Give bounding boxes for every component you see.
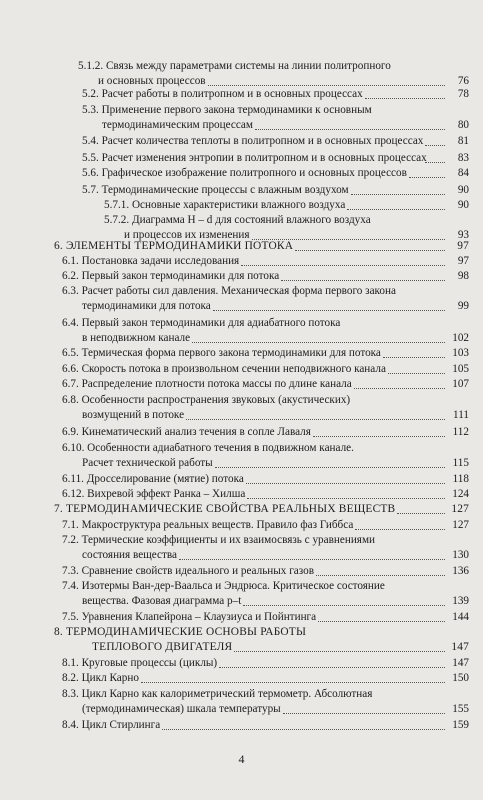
toc-entry-title: и основных процессов — [98, 75, 206, 87]
toc-entry — [0, 426, 483, 441]
toc-entry-title: 7. ТЕРМОДИНАМИЧЕСКИЕ СВОЙСТВА РЕАЛЬНЫХ ВЕЩЕСТВ — [54, 503, 396, 515]
toc-entry-title: 7.4. Изотермы Ван-дер-Ваальса и Эндрюса. Критическое состояние — [62, 580, 385, 592]
toc-page-number: 81 — [457, 135, 469, 147]
toc-page-number: 105 — [452, 363, 469, 375]
toc-entry — [0, 363, 483, 378]
dot-leader — [383, 357, 445, 358]
toc-page-number: 107 — [452, 378, 469, 390]
dot-leader — [425, 145, 445, 146]
dot-leader — [283, 713, 445, 714]
toc-page-number: 115 — [452, 457, 469, 469]
toc-entry-title: состояния вещества — [82, 549, 177, 561]
toc-entry-title: 6.7. Распределение плотности потока массы по длине канала — [62, 378, 352, 390]
dot-leader — [219, 667, 445, 668]
dot-leader — [162, 729, 445, 730]
toc-entry-title: 6.8. Особенности распространения звуковых (акустических) — [62, 394, 351, 406]
dot-leader — [355, 529, 445, 530]
toc-page-number: 90 — [457, 184, 469, 196]
toc-entry — [0, 104, 483, 134]
toc-entry-title: 8.2. Цикл Карно — [62, 672, 139, 684]
toc-page-number: 130 — [452, 549, 469, 561]
toc-entry-title: 8.3. Цикл Карно как калориметрический термометр. Абсолютная — [62, 688, 373, 700]
toc-page-number: 111 — [453, 409, 469, 421]
toc-entry — [0, 719, 483, 734]
dot-leader — [246, 483, 445, 484]
toc-page-number: 127 — [452, 519, 469, 531]
toc-entry-title: 7.3. Сравнение свойств идеального и реальных газов — [62, 565, 314, 577]
toc-entry-title: 5.6. Графическое изображение политропного и основных процессов — [82, 167, 407, 179]
toc-entry — [0, 152, 483, 167]
toc-entry — [0, 534, 483, 564]
toc-page-number: 144 — [452, 611, 469, 623]
toc-entry-title: 5.5. Расчет изменения энтропии в политропном и в основных процессах — [82, 152, 427, 164]
toc-entry — [0, 442, 483, 472]
toc-page-number: 147 — [451, 641, 469, 653]
toc-page-number: 76 — [457, 75, 469, 87]
dot-leader — [388, 373, 445, 374]
toc-page-number: 99 — [457, 300, 469, 312]
toc-chapter — [0, 626, 483, 656]
toc-page-number: 103 — [452, 347, 469, 359]
toc-entry-title: вещества. Фазовая диаграмма p–t — [82, 595, 242, 607]
toc-page-number: 139 — [452, 595, 469, 607]
toc-entry — [0, 135, 483, 150]
toc-entry-title: 6.3. Расчет работы сил давления. Механическая форма первого закона — [62, 285, 396, 297]
toc-entry — [0, 347, 483, 362]
toc-entry — [0, 285, 483, 315]
toc-entry — [0, 565, 483, 580]
toc-entry — [0, 611, 483, 626]
dot-leader — [192, 342, 445, 343]
dot-leader — [295, 250, 445, 251]
toc-entry — [0, 255, 483, 270]
toc-page-number: 150 — [452, 672, 469, 684]
dot-leader — [179, 559, 445, 560]
dot-leader — [247, 498, 445, 499]
toc-entry-title: 6.10. Особенности адиабатного течения в подвижном канале. — [62, 442, 354, 454]
toc-entry — [0, 167, 483, 182]
toc-page-number: 124 — [452, 488, 469, 500]
toc-page-number: 83 — [457, 152, 469, 164]
toc-entry-title: 6.11. Дросселирование (мятие) потока — [62, 473, 244, 485]
toc-page-number: 90 — [457, 199, 469, 211]
toc-page-number: 97 — [457, 240, 469, 252]
toc-entry — [0, 672, 483, 687]
toc-page-number: 112 — [452, 426, 469, 438]
dot-leader — [397, 513, 445, 514]
toc-entry-title: 5.7. Термодинамические процессы с влажным воздухом — [82, 184, 349, 196]
toc-entry — [0, 60, 483, 90]
toc-entry-title: 8.4. Цикл Стирлинга — [62, 719, 161, 731]
toc-entry-title: в неподвижном канале — [82, 332, 191, 344]
toc-entry — [0, 378, 483, 393]
toc-page-number: 118 — [452, 473, 469, 485]
dot-leader — [186, 419, 445, 420]
toc-entry-title: 5.3. Применение первого закона термодинамики к основным — [82, 104, 372, 116]
toc-entry — [0, 88, 483, 103]
toc-entry-title: и процессов их изменения — [124, 229, 250, 241]
toc-page-number: 80 — [457, 119, 469, 131]
dot-leader — [354, 388, 445, 389]
toc-entry-title: ТЕПЛОВОГО ДВИГАТЕЛЯ — [92, 641, 233, 653]
dot-leader — [365, 98, 445, 99]
dot-leader — [243, 605, 445, 606]
toc-entry — [0, 394, 483, 424]
toc-entry-title: 6.6. Скорость потока в произвольном сечении неподвижного канала — [62, 363, 386, 375]
toc-entry — [0, 519, 483, 534]
toc-entry — [0, 657, 483, 672]
toc-entry — [0, 688, 483, 718]
dot-leader — [347, 209, 445, 210]
toc-entry-title: 6. ЭЛЕМЕНТЫ ТЕРМОДИНАМИКИ ПОТОКА — [54, 240, 294, 252]
toc-entry-title: Расчет технической работы — [82, 457, 213, 469]
dot-leader — [255, 129, 445, 130]
toc-entry-title: 5.1.2. Связь между параметрами системы на линии политропного — [78, 60, 391, 72]
toc-entry-title: 7.1. Макроструктура реальных веществ. Правило фаз Гиббса — [62, 519, 354, 531]
toc-page-number: 98 — [457, 270, 469, 282]
dot-leader — [208, 85, 445, 86]
dot-leader — [425, 162, 445, 163]
toc-page-number: 136 — [452, 565, 469, 577]
toc-page-number: 78 — [457, 88, 469, 100]
dot-leader — [313, 436, 445, 437]
toc-chapter — [0, 240, 483, 255]
toc-chapter — [0, 503, 483, 518]
toc-page-number: 155 — [452, 703, 469, 715]
toc-entry-title: 5.7.1. Основные характеристики влажного воздуха — [104, 199, 346, 211]
toc-entry — [0, 580, 483, 610]
dot-leader — [234, 651, 445, 652]
toc-entry-title: 6.9. Кинематический анализ течения в сопле Лаваля — [62, 426, 311, 438]
dot-leader — [316, 575, 445, 576]
toc-entry-title: 6.12. Вихревой эффект Ранка – Хилша — [62, 488, 246, 500]
toc-entry — [0, 184, 483, 199]
dot-leader — [215, 467, 445, 468]
toc-entry — [0, 473, 483, 488]
toc-entry — [0, 199, 483, 214]
dot-leader — [241, 265, 445, 266]
toc-entry-title: 6.4. Первый закон термодинамики для адиабатного потока — [62, 317, 341, 329]
toc-page-number: 84 — [457, 167, 469, 179]
dot-leader — [141, 682, 445, 683]
toc-entry-title: 7.2. Термические коэффициенты и их взаимосвязь с уравнениями — [62, 534, 376, 546]
toc-entry-title: 5.4. Расчет количества теплоты в политропном и в основных процессах — [82, 135, 424, 147]
toc-entry-title: 6.1. Постановка задачи исследования — [62, 255, 240, 267]
toc-entry — [0, 488, 483, 503]
dot-leader — [409, 177, 445, 178]
dot-leader — [281, 280, 445, 281]
toc-entry-title: (термодинамическая) шкала температуры — [82, 703, 281, 715]
toc-page-number: 147 — [452, 657, 469, 669]
toc-page-number: 93 — [457, 229, 469, 241]
toc-entry-title: 6.2. Первый закон термодинамики для потока — [62, 270, 280, 282]
dot-leader — [351, 194, 445, 195]
toc-entry-title: термодинамическим процессам — [102, 119, 253, 131]
toc-page-number: 97 — [457, 255, 469, 267]
dot-leader — [213, 310, 445, 311]
page-number: 4 — [238, 752, 245, 766]
toc-page-number: 127 — [451, 503, 469, 515]
toc-entry-title: 7.5. Уравнения Клапейрона – Клаузиуса и Пойнтинга — [62, 611, 317, 623]
toc-entry-title: 6.5. Термическая форма первого закона термодинамики для потока — [62, 347, 381, 359]
toc-entry-title: 8.1. Круговые процессы (циклы) — [62, 657, 218, 669]
toc-page-number: 102 — [452, 332, 469, 344]
toc-entry-title: 8. ТЕРМОДИНАМИЧЕСКИЕ ОСНОВЫ РАБОТЫ — [54, 626, 307, 638]
toc-entry-title: 5.7.2. Диаграмма H – d для состояний влажного воздуха — [104, 214, 371, 226]
toc-entry — [0, 270, 483, 285]
toc-entry — [0, 317, 483, 347]
toc-entry-title: 5.2. Расчет работы в политропном и в основных процессах — [82, 88, 363, 100]
toc-entry-title: термодинамики для потока — [82, 300, 211, 312]
dot-leader — [318, 621, 445, 622]
toc-page-number: 159 — [452, 719, 469, 731]
toc-entry-title: возмущений в потоке — [82, 409, 185, 421]
